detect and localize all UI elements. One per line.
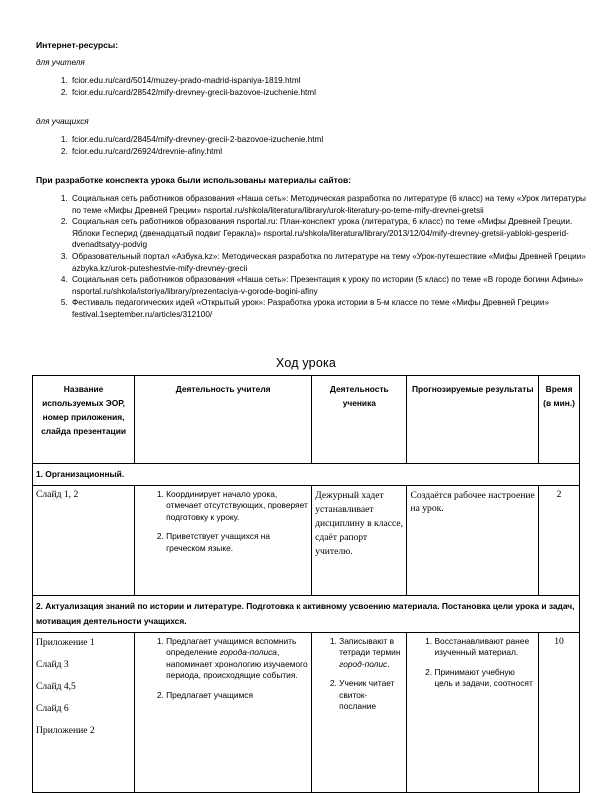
student-link[interactable]: 2. fcior.edu.ru/card/26924/drevnie-afiny.html [70, 146, 590, 158]
teacher-link[interactable]: 2. fcior.edu.ru/card/28542/mify-drevney-grecii-bazovoe-izuchenie.html [70, 87, 590, 99]
teacher-resources-label: для учителя [36, 58, 85, 67]
sources-heading: При разработке конспекта урока были использованы материалы сайтов: [36, 175, 352, 185]
teacher-links-list [36, 75, 590, 98]
header-student-activity: Деятельность ученика [312, 376, 407, 464]
teacher-step: 1. Координирует начало урока, отмечает отсутствующих, проверяет подготовку к уроку. [166, 489, 308, 523]
student-links-list [36, 134, 590, 157]
table-row [33, 633, 580, 793]
resource-item: Слайд 6 [36, 703, 69, 714]
section-1-result: Создаётся рабочее настроение на урок. [407, 486, 539, 596]
section-1-student: Дежурный хадет устанавливает дисциплину в классе, сдаёт рапорт учителю. [312, 486, 407, 596]
section-1-time: 2 [539, 486, 580, 596]
source-item: 4. Социальная сеть работников образования «Наша сеть»: Презентация к уроку по истории (5 класс) по теме «В городе богини Афины» nsportal.ru/shkola/istoriya/library/prezentaciya-v-gorode-bogini-afiny [70, 274, 590, 297]
student-link[interactable]: 1. fcior.edu.ru/card/28454/mify-drevney-grecii-2-bazovoe-izuchenie.html [70, 134, 590, 146]
table-header-row [33, 376, 580, 464]
section-2-resources [33, 633, 135, 793]
result-item: 1. Восстанавливают ранее изученный материал. [434, 636, 535, 659]
header-resources: Название используемых ЭОР, номер приложения, слайда презентации [33, 376, 135, 464]
teacher-step: 1. Предлагает учащимся вспомнить определение города-полиса, напоминает хронологию изучаемого периода, происходящие события. [166, 636, 308, 682]
lesson-table [32, 375, 580, 793]
result-item: 2. Принимают учебную цель и задачи, соотносят [434, 667, 535, 690]
teacher-link[interactable]: 1. fcior.edu.ru/card/5014/muzey-prado-madrid-ispaniya-1819.html [70, 75, 590, 87]
source-item: 2. Социальная сеть работников образования nsportal.ru: План-конспект урока (литература, 6 класс) по теме «Мифы Древней Греции. Яблоки Гесперид (двенадцатый подвиг Геракла)» nsportal.ru/shkola/literatura/library/2013/12/04/mify-drevney-gretsii-yabloki-gesperid-dvenadtsatyy-podvig [70, 216, 590, 251]
section-1-title: 1. Организационный. [33, 464, 580, 486]
resource-item: Приложение 2 [36, 725, 95, 736]
student-step: 1. Записывают в тетради термин город-полис. [339, 636, 403, 670]
section-1-teacher-cell [135, 486, 312, 596]
section-2-teacher-cell [135, 633, 312, 793]
section-2-results-cell [407, 633, 539, 793]
internet-resources-heading: Интернет-ресурсы: [36, 40, 119, 50]
student-step: 2. Ученик читает свиток-послание [339, 678, 403, 712]
section-row [33, 464, 580, 486]
teacher-step: 2. Предлагает учащимся [166, 690, 308, 701]
source-item: 5. Фестиваль педагогических идей «Открытый урок»: Разработка урока истории в 5-м классе по теме «Мифы Древней Греции» festival.1september.ru/articles/312100/ [70, 297, 590, 320]
source-item: 1. Социальная сеть работников образования «Наша сеть»: Методическая разработка по литературе (6 класс) на тему «Урок литературы по теме «Мифы Древней Греции» nsportal.ru/shkola/literatura/library/urok-literatury-po-teme-mify-drevnei-gretsii [70, 193, 590, 216]
header-teacher-activity: Деятельность учителя [135, 376, 312, 464]
resource-item: Слайд 4,5 [36, 681, 76, 692]
header-expected-results: Прогнозируемые результаты [407, 376, 539, 464]
student-resources-label: для учащихся [36, 117, 89, 126]
header-time: Время (в мин.) [539, 376, 580, 464]
section-1-resource: Слайд 1, 2 [33, 486, 135, 596]
section-2-title: 2. Актуализация знаний по истории и литературе. Подготовка к активному усвоению материала. Постановка цели урока и задач, мотивация деятельности учащихся. [33, 596, 580, 633]
table-row [33, 486, 580, 596]
lesson-title: Ход урока [275, 356, 337, 370]
resource-item: Приложение 1 [36, 637, 95, 648]
section-2-student-cell [312, 633, 407, 793]
source-item: 3. Образовательный портал «Азбука.kz»: Методическая разработка по литературе на тему «Урок-путешествие «Мифы Древней Греции» azbyka.kz/urok-puteshestvie-mify-drevney-grecii [70, 251, 590, 274]
sources-list [36, 193, 590, 321]
teacher-step: 2. Приветствует учащихся на греческом языке. [166, 531, 308, 554]
section-row [33, 596, 580, 633]
section-2-time: 10 [539, 633, 580, 793]
resource-item: Слайд 3 [36, 659, 69, 670]
